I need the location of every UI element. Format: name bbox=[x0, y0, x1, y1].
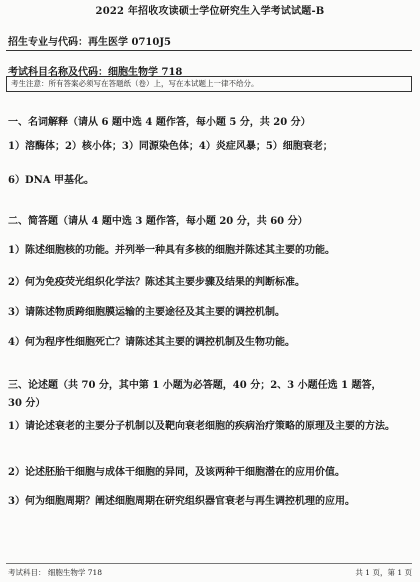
footer-subject: 考试科目： 细胞生物学 718 bbox=[8, 568, 103, 577]
section-3-item-3: 3）何为细胞周期？阐述细胞周期在研究组织器官衰老与再生调控机理的应用。 bbox=[8, 496, 355, 507]
subject-code-line: 考试科目名称及代码：细胞生物学 718 bbox=[8, 67, 183, 78]
section-3-item-2: 2）论述胚胎干细胞与成体干细胞的异同，及该两种干细胞潜在的应用价值。 bbox=[8, 467, 345, 478]
section-1-heading: 一、名词解释（请从 6 题中选 4 题作答，每小题 5 分，共 20 分） bbox=[8, 117, 311, 128]
section-2-heading: 二、简答题（请从 4 题中选 3 题作答，每小题 20 分，共 60 分） bbox=[8, 216, 308, 227]
candidate-notice: 考生注意：所有答案必须写在答题纸（卷）上，写在本试题上一律不给分。 bbox=[6, 76, 412, 92]
header-divider bbox=[6, 50, 412, 51]
major-code-line: 招生专业与代码：再生医学 0710J5 bbox=[8, 37, 172, 48]
section-2-item-1: 1）陈述细胞核的功能。并列举一种具有多核的细胞并陈述其主要的功能。 bbox=[8, 245, 335, 256]
footer-divider bbox=[6, 563, 412, 564]
section-3-heading-line-2: 30 分） bbox=[8, 398, 46, 409]
section-3-item-1: 1）请论述衰老的主要分子机制以及靶向衰老细胞的疾病治疗策略的原理及主要的方法。 bbox=[8, 421, 395, 432]
footer-page-count: 共 1 页，第 1 页 bbox=[355, 568, 412, 577]
section-3-heading-line-1: 三、论述题（共 70 分，其中第 1 小题为必答题，40 分；2、3 小题任选 1 题答， bbox=[8, 380, 382, 391]
section-2-item-3: 3）请陈述物质跨细胞膜运输的主要途径及其主要的调控机制。 bbox=[8, 307, 285, 318]
section-2-item-2: 2）何为免疫荧光组织化学法？陈述其主要步骤及结果的判断标准。 bbox=[8, 277, 305, 288]
section-2-item-4: 4）何为程序性细胞死亡？请陈述其主要的调控机制及生物功能。 bbox=[8, 337, 295, 348]
exam-title: 2022 年招收攻读硕士学位研究生入学考试试题-B bbox=[95, 6, 325, 17]
section-1-item-1: 1）溶酶体；2）核小体；3）同源染色体；4）炎症风暴；5）细胞衰老； bbox=[8, 141, 333, 152]
section-1-item-2: 6）DNA 甲基化。 bbox=[8, 175, 95, 186]
